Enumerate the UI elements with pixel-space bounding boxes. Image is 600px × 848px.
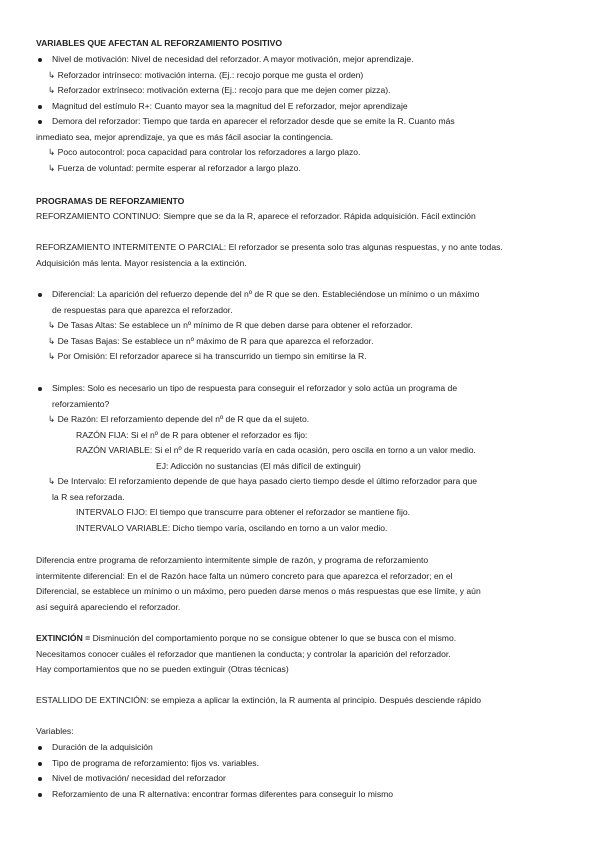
list-subitem: ↳ Por Omisión: El reforzador aparece si ha transcurrido un tiempo sin emitirse la R. xyxy=(48,351,367,361)
intermittent-paragraph xyxy=(36,240,566,271)
list-subitem: RAZÓN VARIABLE: Si el nº de R requerido varía en cada ocasión, pero oscila en torno a un valor medio. xyxy=(76,445,476,455)
text-line: Hay comportamientos que no se pueden extinguir (Otras técnicas) xyxy=(36,664,289,674)
list-item: Duración de la adquisición xyxy=(36,740,566,756)
extinction-label: EXTINCIÓN = xyxy=(36,633,91,643)
differential-block xyxy=(36,287,566,365)
list-subitem: ↳ Poco autocontrol: poca capacidad para controlar los reforzadores a largo plazo. xyxy=(48,147,361,157)
list-item: Magnitud del estímulo R+: Cuanto mayor sea la magnitud del E reforzador, mejor aprendizaje xyxy=(36,99,566,115)
text-line: de respuestas para que aparezca el reforzador. xyxy=(52,304,233,315)
text-line: Diferencial: La aparición del refuerzo depende del nº de R que se den. Estableciéndose un mínimo o un máximo xyxy=(52,289,480,299)
list-subitem: ↳ De Razón: El reforzamiento depende del nº de R que da el sujeto. xyxy=(48,414,310,424)
text-line: así seguirá apareciendo el reforzador. xyxy=(36,601,181,612)
programs-heading: PROGRAMAS DE REFORZAMIENTO xyxy=(36,196,185,206)
text-line: Adquisición más lenta. Mayor resistencia a la extinción. xyxy=(36,257,247,268)
text-line: Demora del reforzador: Tiempo que tarda en aparecer el reforzador desde que se emite la R. Cuanto más xyxy=(52,116,455,126)
text-line: inmediato sea, mejor aprendizaje, ya que es más fácil asociar la contingencia. xyxy=(36,131,334,142)
text-line xyxy=(36,631,566,647)
list-subitem: INTERVALO VARIABLE: Dicho tiempo varía, oscilando en torno a un valor medio. xyxy=(76,522,388,533)
variables-list xyxy=(36,52,566,176)
extinction-burst-paragraph: ESTALLIDO DE EXTINCIÓN: se empieza a aplicar la extinción, la R aumenta al principio. Después desciende rápido xyxy=(36,695,482,705)
difference-paragraph xyxy=(36,553,566,615)
text-line: Necesitamos conocer cuáles el reforzador que mantienen la conducta; y controlar la aparición del reforzador. xyxy=(36,648,451,659)
list-subitem: ↳ De Tasas Altas: Se establece un nº mínimo de R que deben darse para obtener el reforzador. xyxy=(48,320,413,330)
text-line: Diferencial, se establece un mínimo o un máximo, pero pueden darse menos o más respuestas que ese límite, y aún xyxy=(36,586,481,596)
list-subitem: RAZÓN FIJA: Si el nº de R para obtener el reforzador es fijo: xyxy=(76,429,308,440)
extinction-definition: Disminución del comportamiento porque no se consigue obtener lo que se busca con el mismo. xyxy=(90,633,457,643)
list-item: Nivel de motivación/ necesidad del reforzador xyxy=(36,771,566,787)
list-subitem: ↳ De Intervalo: El reforzamiento depende de que haya pasado cierto tiempo desde el último reforzador para que xyxy=(48,476,478,486)
list-subitem: ↳ Fuerza de voluntad: permite esperar al reforzador a largo plazo. xyxy=(48,162,301,173)
text-line: REFORZAMIENTO INTERMITENTE O PARCIAL: El reforzador se presenta solo tras algunas respuestas, y no ante todas. xyxy=(36,242,503,252)
variables-bullets xyxy=(36,740,566,802)
continuous-paragraph: REFORZAMIENTO CONTINUO: Siempre que se da la R, aparece el reforzador. Rápida adquisición. Fácil extinción xyxy=(36,211,476,221)
list-item xyxy=(36,114,566,145)
text-line: Simples: Solo es necesario un tipo de respuesta para conseguir el reforzador y solo actúa un programa de xyxy=(52,383,458,393)
list-subitem: la R sea reforzada. xyxy=(52,491,125,502)
text-line: Diferencia entre programa de reforzamiento intermitente simple de razón, y programa de reforzamiento xyxy=(36,555,429,565)
simple-block xyxy=(36,381,566,536)
text-line: intermitente diferencial: En el de Razón hace falta un número concreto para que aparezca el reforzador; en el xyxy=(36,570,453,581)
list-item xyxy=(36,381,566,412)
list-subitem: ↳ Reforzador extrínseco: motivación externa (Ej.: recojo para que me dejen comer pizza). xyxy=(48,85,391,95)
list-subitem: INTERVALO FIJO: El tiempo que transcurre para obtener el reforzador se mantiene fijo. xyxy=(76,507,411,517)
extinction-paragraph xyxy=(36,631,566,678)
list-subitem: ↳ Reforzador intrínseco: motivación interna. (Ej.: recojo porque me gusta el orden) xyxy=(48,69,364,80)
variables-label: Variables: xyxy=(36,726,74,736)
list-subitem: ↳ De Tasas Bajas: Se establece un nº máximo de R para que aparezca el reforzador. xyxy=(48,335,374,346)
text-line: reforzamiento? xyxy=(52,398,110,409)
variables-heading: VARIABLES QUE AFECTAN AL REFORZAMIENTO POSITIVO xyxy=(36,38,283,48)
list-subitem: EJ: Adicción no sustancias (El más difícil de extinguir) xyxy=(156,460,361,471)
list-item: Tipo de programa de reforzamiento: fijos vs. variables. xyxy=(36,756,566,772)
list-item: Reforzamiento de una R alternativa: encontrar formas diferentes para conseguir lo mismo xyxy=(36,787,566,803)
list-item xyxy=(36,287,566,318)
list-item: Nivel de motivación: Nivel de necesidad del reforzador. A mayor motivación, mejor aprendizaje. xyxy=(36,52,566,68)
